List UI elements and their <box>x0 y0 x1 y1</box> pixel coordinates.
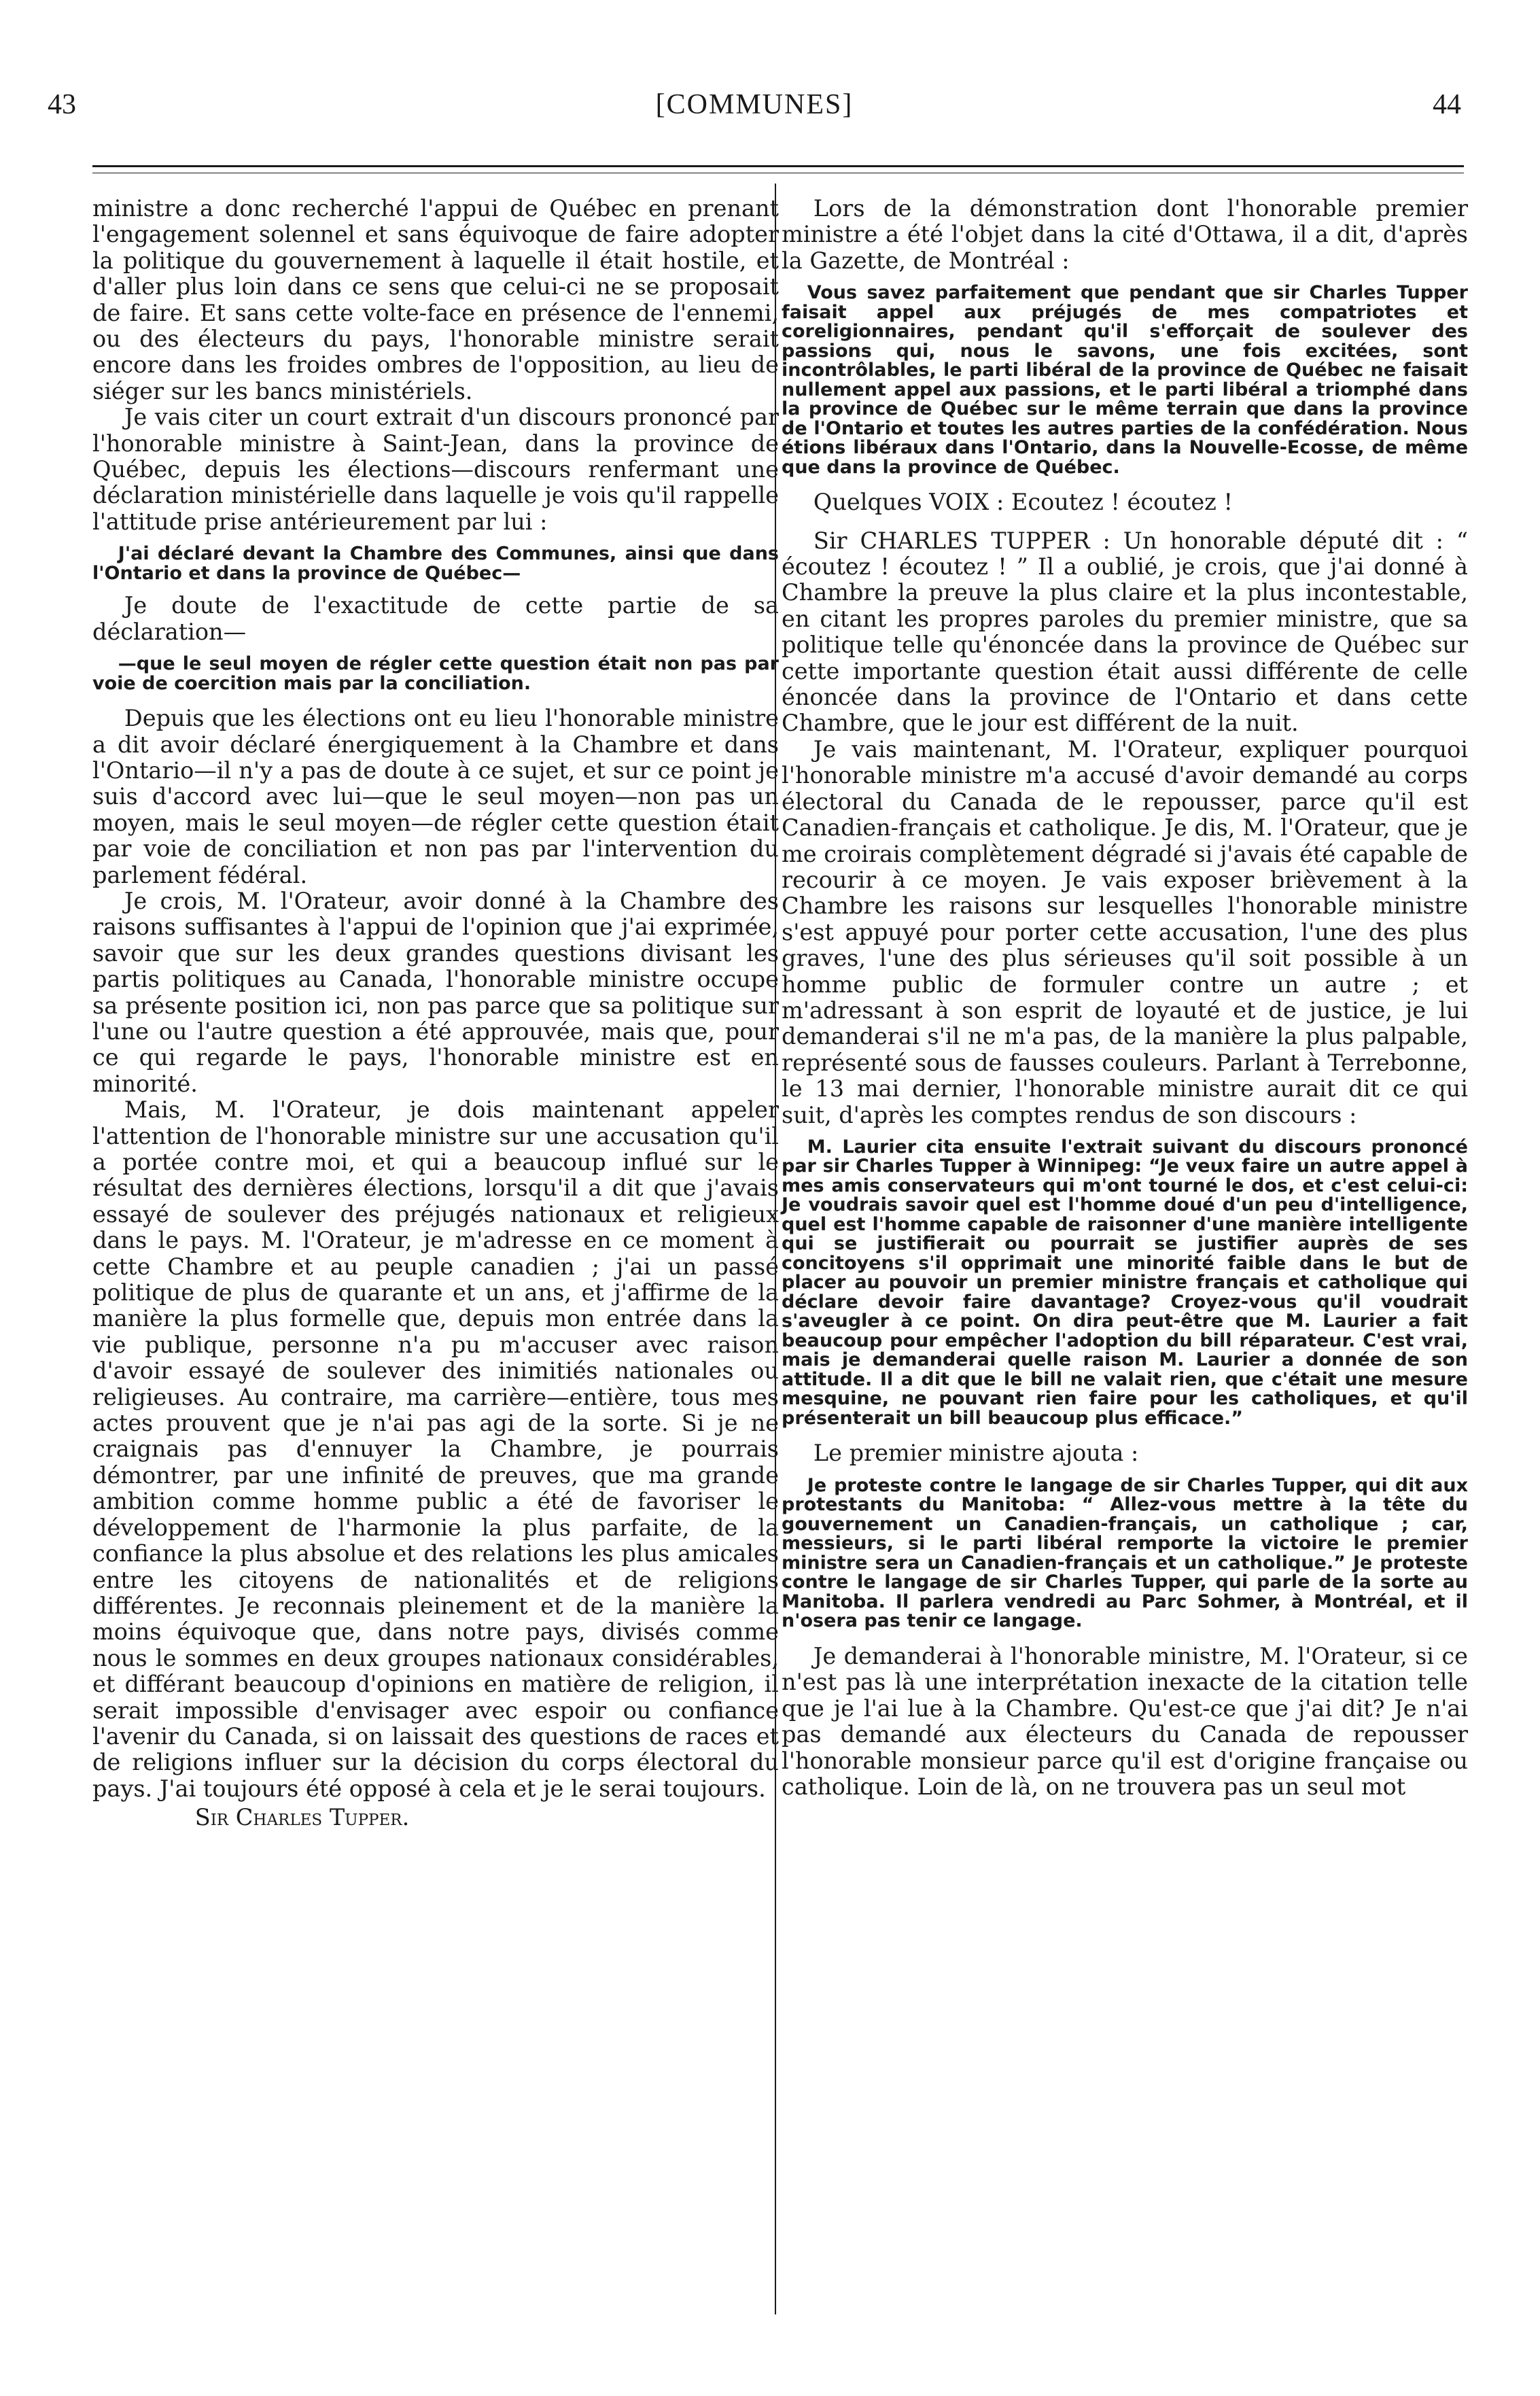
right-column <box>782 196 1468 1800</box>
paragraph: Je doute de l'exactitude de cette partie de sa déclaration— <box>92 592 779 645</box>
page-header <box>48 88 1461 129</box>
block-quote: Je proteste contre le langage de sir Charles Tupper, qui dit aux protestants du Manitoba: “ Allez-vous mettre à la tête du gouvernement un Canadien-français, un catholique ; car, messieurs, si le parti libéral remporte la victoire le premier ministre sera un Canadien-français et un catholique.” Je proteste contre le langage de sir Charles Tupper, qui parle de la sorte au Manitoba. Il parlera vendredi au Parc Sohmer, à Montréal, et il n'osera pas tenir ce langage. <box>782 1474 1468 1632</box>
paragraph: Je demanderai à l'honorable ministre, M. l'Orateur, si ce n'est pas là une interprétation inexacte de la citation telle que je l'ai lue à la Chambre. Qu'est-ce que j'ai dit? Je n'ai pas demandé aux électeurs du Canada de repousser l'honorable monsieur parce qu'il est d'origine française ou catholique. Loin de là, on ne trouvera pas un seul mot <box>782 1642 1468 1800</box>
left-column <box>92 196 779 1831</box>
page-number-right: 44 <box>1433 89 1461 120</box>
block-quote: J'ai déclaré devant la Chambre des Communes, ainsi que dans l'Ontario et dans la province de Québec— <box>92 543 779 584</box>
paragraph: Le premier ministre ajouta : <box>813 1440 1139 1467</box>
paragraph: Lors de la démonstration dont l'honorable premier ministre a été l'objet dans la cité d'Ottawa, il a dit, d'après la Gazette, de Montréal : <box>782 195 1468 274</box>
block-quote: M. Laurier cita ensuite l'extrait suivant du discours prononcé par sir Charles Tupper à Winnipeg: “Je veux faire un autre appel à mes amis conservateurs qui m'ont tourné le dos, et c'est celui-ci: Je voudrais savoir quel est l'homme doué d'un peu d'intelligence, quel est l'homme capable de raisonner d'une manière intelligente qui se justifierait ou pourrait se justifier auprès de ses concitoyens s'il opprimait une minorité faible dans le but de placer au pouvoir un premier ministre français et catholique qui déclare devoir faire davantage? Croyez-vous qu'il voudrait s'aveugler à ce point. On dira peut-être que M. Laurier a fait beaucoup pour empêcher l'adoption du bill réparateur. C'est vrai, mais je demanderai quelle raison M. Laurier a donnée de son attitude. Il a dit que le bill ne valait rien, que c'était une mesure mesquine, ne pouvant rien faire pour les catholiques, et qu'il présenterait un bill beaucoup plus efficace.” <box>782 1136 1468 1429</box>
paragraph: Je crois, M. l'Orateur, avoir donné à la Chambre des raisons suffisantes à l'appui de l'opinion que j'ai exprimée, savoir que sur les deux grandes questions divisant les partis politiques au Canada, l'honorable ministre occupe sa présente position ici, non pas parce que sa politique sur l'une ou l'autre question a été approuvée, mais que, pour ce qui regarde le pays, l'honorable ministre est en minorité. <box>92 887 779 1097</box>
block-quote: Vous savez parfaitement que pendant que sir Charles Tupper faisait appel aux préjugés de mes compatriotes et coreligionnaires, pendant qu'il s'efforçait de soulever des passions qui, nous le savons, une fois excitées, sont incontrôlables, le parti libéral de la province de Québec ne faisait nullement appel aux passions, et le parti libéral a triomphé dans la province de Québec sur le même terrain que dans la province de l'Ontario et toutes les autres parties de la confédération. Nous étions libéraux dans l'Ontario, dans la Nouvelle-Ecosse, de même que dans la province de Québec. <box>782 282 1468 478</box>
paragraph: Mais, M. l'Orateur, je dois maintenant appeler l'attention de l'honorable ministre sur une accusation qu'il a portée contre moi, et qui a beaucoup influé sur le résultat des dernières élections, lorsqu'il a dit que j'avais essayé de soulever des préjugés nationaux et religieux dans le pays. M. l'Orateur, je m'adresse en ce moment à cette Chambre et au peuple canadien ; j'ai un passé politique de plus de quarante et un ans, et j'affirme de la manière la plus formelle que, depuis mon entrée dans la vie publique, personne n'a pu m'accuser avec raison d'avoir essayé de soulever des inimitiés nationales ou religieuses. Au contraire, ma carrière—entière, tous mes actes prouvent que je n'ai pas agi de la sorte. Si je ne craignais pas d'ennuyer la Chambre, je pourrais démontrer, par une infinité de preuves, que ma grande ambition comme homme public a été de favoriser le développement de l'harmonie la plus parfaite, de la confiance la plus absolue et des relations les plus amicales entre les citoyens de nationalités et de religions différentes. Je reconnais pleinement et de la manière la moins équivoque que, dans notre pays, divisés comme nous le sommes en deux groupes nationaux considérables, et différant beaucoup d'opinions en matière de religion, il serait impossible d'envisager avec espoir ou confiance l'avenir du Canada, si on laissait des questions de races et de religions influer sur la décision du corps électoral du pays. J'ai toujours été opposé à cela et je le serai toujours. <box>92 1096 779 1802</box>
paragraph: Depuis que les élections ont eu lieu l'honorable ministre a dit avoir déclaré énergiquement à la Chambre et dans l'Ontario—il n'y a pas de doute à ce sujet, et sur ce point je suis d'accord avec lui—que le seul moyen—non pas un moyen, mais le seul moyen—de régler cette question était par voie de conciliation et non pas par l'intervention du parlement fédéral. <box>92 705 779 888</box>
paragraph: Sir CHARLES TUPPER : Un honorable député dit : “ écoutez ! écoutez ! ” Il a oublié, je crois, que j'ai donné à Chambre la preuve la plus claire et la plus incontestable, en citant les propres paroles du premier ministre, que sa politique telle qu'énoncée dans la province de Québec sur cette importante question était aussi différente de celle énoncée dans la province de l'Ontario et dans cette Chambre, que le jour est différent de la nuit. <box>782 527 1468 737</box>
header-rule-top <box>92 165 1464 167</box>
paragraph: Quelques VOIX : Ecoutez ! écoutez ! <box>813 489 1233 516</box>
page-title: [COMMUNES] <box>655 89 854 120</box>
speaker-signature: Sir Charles Tupper. <box>194 1804 410 1831</box>
page-number-left: 43 <box>48 89 76 120</box>
block-quote: —que le seul moyen de régler cette question était non pas par voie de coercition mais par la conciliation. <box>92 653 779 694</box>
paragraph: Je vais maintenant, M. l'Orateur, expliquer pourquoi l'honorable ministre m'a accusé d'avoir demandé au corps électoral du Canada de le repousser, parce qu'il est Canadien-français et catholique. Je dis, M. l'Orateur, que je me croirais complètement dégradé si j'avais été capable de recourir à ce moyen. Je vais exposer brièvement à la Chambre les raisons sur lesquelles l'honorable ministre s'est appuyé pour porter cette accusation, l'une des plus graves, l'une des plus sérieuses qu'il soit possible à un homme public de formuler contre un autre ; et m'adressant à son esprit de loyauté et de justice, je lui demanderai s'il ne m'a pas, de la manière la plus palpable, représenté sous de fausses couleurs. Parlant à Terrebonne, le 13 mai dernier, l'honorable ministre aurait dit ce qui suit, d'après les comptes rendus de son discours : <box>782 735 1468 1128</box>
paragraph: ministre a donc recherché l'appui de Québec en prenant l'engagement solennel et sans équivoque de faire adopter la politique du gouvernement à laquelle il était hostile, et d'aller plus loin dans ce sens que celui-ci ne se proposait de faire. Et sans cette volte-face en présence de l'ennemi, ou des électeurs du pays, l'honorable ministre serait encore dans les froides ombres de l'opposition, au lieu de siéger sur les bancs ministériels. <box>92 195 779 404</box>
paragraph: Je vais citer un court extrait d'un discours prononcé par l'honorable ministre à Saint-Jean, dans la province de Québec, depuis les élections—discours renfermant une déclaration ministérielle dans laquelle je vois qu'il rappelle l'attitude prise antérieurement par lui : <box>92 404 779 535</box>
